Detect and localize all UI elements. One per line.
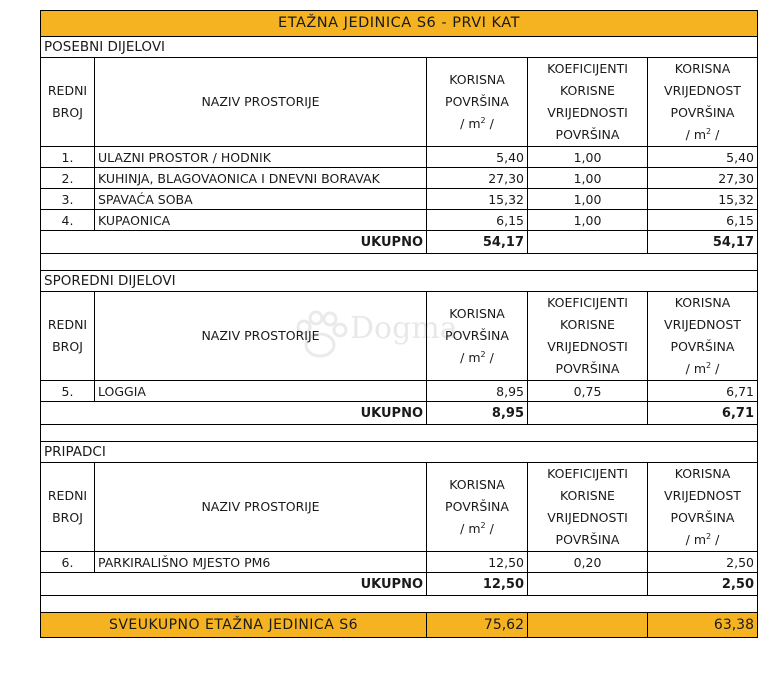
unit-open: / m [460, 521, 481, 536]
row-value: 6,15 [648, 210, 758, 231]
total-value: 54,17 [648, 231, 758, 254]
unit-open: / m [685, 532, 707, 547]
spacer-cell [41, 596, 758, 613]
header-unit [650, 358, 755, 380]
row-number: 3. [41, 189, 95, 210]
section-title: PRIPADCI [41, 442, 758, 463]
row-room-name: SPAVAĆA SOBA [95, 189, 427, 210]
unit-exponent: 2 [480, 115, 486, 125]
grand-total-area: 75,62 [427, 613, 528, 638]
header-naziv: NAZIV PROSTORIJE [95, 58, 427, 147]
unit-exponent: 2 [706, 360, 712, 370]
table-row [41, 168, 758, 189]
spacer-row [41, 254, 758, 271]
total-area: 54,17 [427, 231, 528, 254]
section-total-row [41, 573, 758, 596]
row-value: 6,71 [648, 381, 758, 402]
title-row [41, 11, 758, 37]
grand-total-row [41, 613, 758, 638]
column-header-row [41, 463, 758, 552]
unit-exponent: 2 [706, 126, 712, 136]
unit-exponent: 2 [706, 531, 712, 541]
unit-close: / [711, 532, 720, 547]
row-room-name: LOGGIA [95, 381, 427, 402]
watermark-text: Dogma [350, 311, 458, 346]
unit-close: / [711, 127, 720, 142]
header-redni-broj: REDNI BROJ [41, 58, 95, 147]
total-label: UKUPNO [41, 231, 427, 254]
header-korisna-vrijednost-label: KORISNA VRIJEDNOST POVRŠINA [664, 61, 741, 120]
header-korisna-povrsina [427, 58, 528, 147]
row-coefficient: 0,20 [528, 552, 648, 573]
row-number: 6. [41, 552, 95, 573]
header-koeficijenti: KOEFICIJENTI KORISNE VRIJEDNOSTI POVRŠINA [528, 292, 648, 381]
row-value: 2,50 [648, 552, 758, 573]
spacer-cell [41, 254, 758, 271]
column-header-row [41, 292, 758, 381]
row-coefficient: 1,00 [528, 210, 648, 231]
row-value: 15,32 [648, 189, 758, 210]
header-unit [650, 529, 755, 551]
table-row [41, 210, 758, 231]
unit-close: / [711, 361, 720, 376]
row-number: 5. [41, 381, 95, 402]
total-label: UKUPNO [41, 573, 427, 596]
header-korisna-vrijednost-label: KORISNA VRIJEDNOST POVRŠINA [664, 295, 741, 354]
total-value: 2,50 [648, 573, 758, 596]
unit-exponent: 2 [480, 520, 486, 530]
header-redni-broj: REDNI BROJ [41, 463, 95, 552]
section-title: SPOREDNI DIJELOVI [41, 271, 758, 292]
section-title: POSEBNI DIJELOVI [41, 37, 758, 58]
row-room-name: KUPAONICA [95, 210, 427, 231]
row-coefficient: 0,75 [528, 381, 648, 402]
row-area: 12,50 [427, 552, 528, 573]
section-total-row [41, 402, 758, 425]
spacer-row [41, 596, 758, 613]
grand-total-label: SVEUKUPNO ETAŽNA JEDINICA S6 [41, 613, 427, 638]
row-area: 27,30 [427, 168, 528, 189]
header-unit [429, 113, 525, 135]
area-table [40, 10, 758, 638]
header-koeficijenti: KOEFICIJENTI KORISNE VRIJEDNOSTI POVRŠINA [528, 58, 648, 147]
grand-total-value: 63,38 [648, 613, 758, 638]
section-title-row [41, 271, 758, 292]
header-unit [429, 518, 525, 540]
unit-close: / [485, 521, 494, 536]
header-naziv: NAZIV PROSTORIJE [95, 292, 427, 381]
row-number: 1. [41, 147, 95, 168]
total-coefficient-empty [528, 231, 648, 254]
table-row [41, 189, 758, 210]
row-value: 5,40 [648, 147, 758, 168]
row-coefficient: 1,00 [528, 189, 648, 210]
header-korisna-povrsina-label: KORISNA POVRŠINA [445, 306, 509, 343]
header-korisna-vrijednost [648, 292, 758, 381]
row-value: 27,30 [648, 168, 758, 189]
header-korisna-povrsina-label: KORISNA POVRŠINA [445, 477, 509, 514]
row-room-name: PARKIRALIŠNO MJESTO PM6 [95, 552, 427, 573]
total-value: 6,71 [648, 402, 758, 425]
unit-open: / m [685, 361, 707, 376]
table-row [41, 381, 758, 402]
total-coefficient-empty [528, 573, 648, 596]
header-redni-broj: REDNI BROJ [41, 292, 95, 381]
table-row [41, 147, 758, 168]
section-title-row [41, 37, 758, 58]
header-korisna-vrijednost-label: KORISNA VRIJEDNOST POVRŠINA [664, 466, 741, 525]
spacer-row [41, 425, 758, 442]
row-room-name: ULAZNI PROSTOR / HODNIK [95, 147, 427, 168]
spacer-cell [41, 425, 758, 442]
unit-open: / m [460, 350, 481, 365]
header-korisna-povrsina-label: KORISNA POVRŠINA [445, 72, 509, 109]
header-korisna-vrijednost [648, 58, 758, 147]
row-number: 2. [41, 168, 95, 189]
column-header-row [41, 58, 758, 147]
header-unit [429, 347, 525, 369]
section-total-row [41, 231, 758, 254]
header-korisna-povrsina [427, 463, 528, 552]
header-korisna-vrijednost [648, 463, 758, 552]
row-area: 6,15 [427, 210, 528, 231]
unit-open: / m [460, 116, 481, 131]
section-title-row [41, 442, 758, 463]
unit-exponent: 2 [480, 349, 486, 359]
area-table-sheet [40, 10, 757, 638]
page-title: ETAŽNA JEDINICA S6 - PRVI KAT [41, 11, 758, 37]
table-row [41, 552, 758, 573]
total-label: UKUPNO [41, 402, 427, 425]
row-area: 8,95 [427, 381, 528, 402]
header-koeficijenti: KOEFICIJENTI KORISNE VRIJEDNOSTI POVRŠINA [528, 463, 648, 552]
header-korisna-povrsina [427, 292, 528, 381]
row-area: 15,32 [427, 189, 528, 210]
unit-open: / m [685, 127, 707, 142]
row-number: 4. [41, 210, 95, 231]
row-coefficient: 1,00 [528, 147, 648, 168]
grand-total-coefficient-empty [528, 613, 648, 638]
total-area: 12,50 [427, 573, 528, 596]
row-coefficient: 1,00 [528, 168, 648, 189]
unit-close: / [485, 350, 494, 365]
row-area: 5,40 [427, 147, 528, 168]
header-naziv: NAZIV PROSTORIJE [95, 463, 427, 552]
row-room-name: KUHINJA, BLAGOVAONICA I DNEVNI BORAVAK [95, 168, 427, 189]
total-area: 8,95 [427, 402, 528, 425]
area-table-body [41, 11, 758, 638]
unit-close: / [485, 116, 494, 131]
total-coefficient-empty [528, 402, 648, 425]
header-unit [650, 124, 755, 146]
